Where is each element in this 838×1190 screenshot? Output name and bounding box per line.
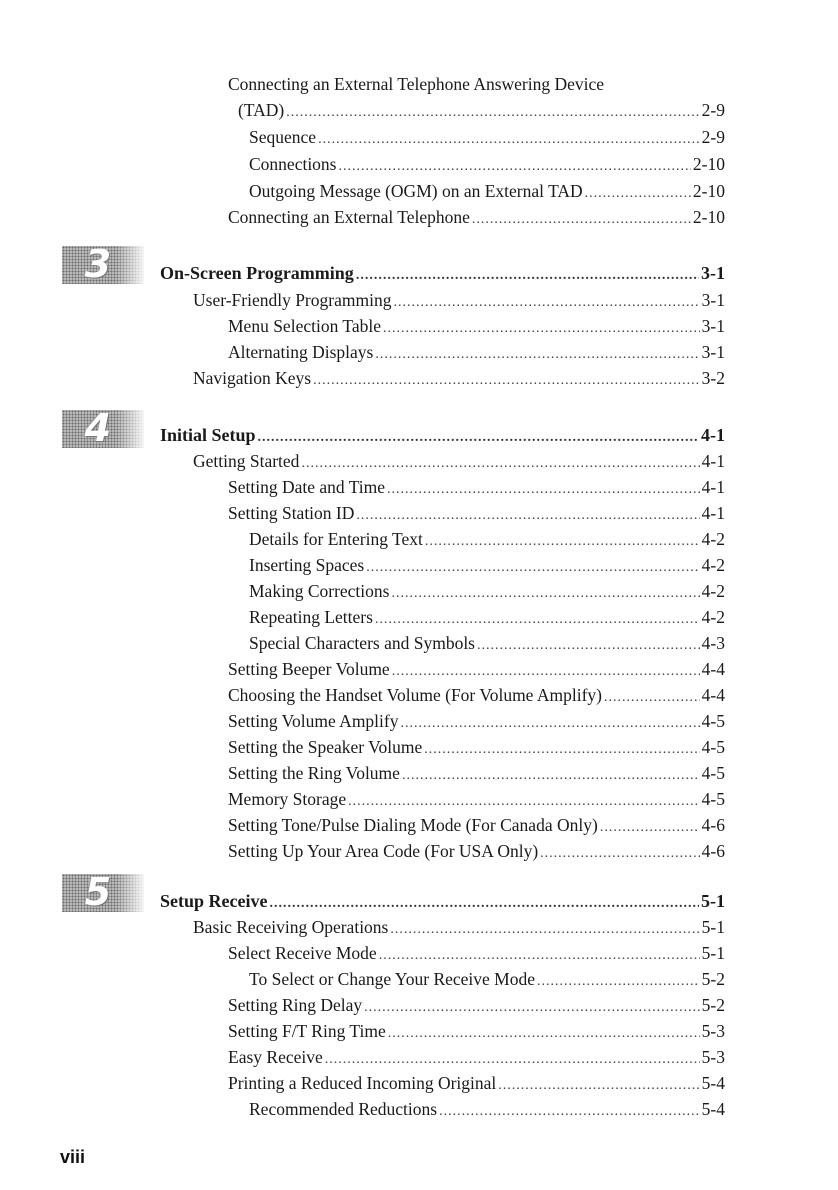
toc-label: Setting Beeper Volume xyxy=(228,659,390,679)
toc-dot-leader xyxy=(318,129,700,151)
toc-page-number: 4-6 xyxy=(701,815,725,835)
toc-chapter-5[interactable] xyxy=(160,890,725,915)
toc-label: Setting Station ID xyxy=(228,503,355,523)
toc-page-number: 4-5 xyxy=(701,789,725,809)
toc-page-number: 3-1 xyxy=(701,342,725,362)
toc-label: Setting Volume Amplify xyxy=(228,711,399,731)
toc-label: To Select or Change Your Receive Mode xyxy=(249,969,536,989)
toc-dot-leader xyxy=(379,945,700,967)
toc-dot-leader xyxy=(424,739,699,761)
toc-page-number: 4-2 xyxy=(701,607,725,627)
toc-dot-leader xyxy=(301,453,699,475)
toc-dot-leader xyxy=(390,919,699,941)
toc-dot-leader xyxy=(400,713,699,735)
toc-entry-beeper[interactable] xyxy=(228,658,725,683)
toc-page-number: 4-6 xyxy=(701,841,725,861)
toc-page-number: 2-9 xyxy=(701,100,725,120)
toc-dot-leader xyxy=(375,609,700,631)
toc-page-number: 5-1 xyxy=(701,943,725,963)
toc-dot-leader xyxy=(393,292,699,314)
toc-page-number: 5-1 xyxy=(701,917,725,937)
toc-dot-leader xyxy=(383,318,700,340)
toc-label: Setting Up Your Area Code (For USA Only) xyxy=(228,841,539,861)
toc-entry-menu-table[interactable] xyxy=(228,315,725,340)
toc-label: Setting the Ring Volume xyxy=(228,763,400,783)
toc-label: Setting Ring Delay xyxy=(228,995,363,1015)
toc-dot-leader xyxy=(537,971,700,993)
toc-dot-leader xyxy=(391,583,699,605)
chapter-3-icon: 3 xyxy=(62,246,144,284)
toc-page-number: 4-3 xyxy=(701,633,725,653)
toc-dot-leader xyxy=(387,479,700,501)
toc-dot-leader xyxy=(477,635,700,657)
toc-dot-leader xyxy=(313,370,700,392)
toc-page-number: 4-1 xyxy=(701,503,725,523)
toc-page-number: 3-1 xyxy=(701,290,725,310)
toc-label: Initial Setup xyxy=(160,425,256,445)
toc-entry-recommended[interactable] xyxy=(249,1098,725,1123)
toc-entry-change-mode[interactable] xyxy=(249,968,725,993)
toc-dot-leader xyxy=(439,1101,700,1123)
toc-entry-corrections[interactable] xyxy=(249,580,725,605)
toc-entry-reduced[interactable] xyxy=(228,1072,725,1097)
toc-label: Setup Receive xyxy=(160,891,268,911)
toc-label: Getting Started xyxy=(193,451,300,471)
toc-dot-leader xyxy=(339,156,691,178)
toc-entry-repeating[interactable] xyxy=(249,606,725,631)
toc-label: Setting Date and Time xyxy=(228,477,386,497)
toc-dot-leader xyxy=(604,687,700,709)
toc-entry-sequence[interactable] xyxy=(249,126,725,151)
toc-label: Setting the Speaker Volume xyxy=(228,737,423,757)
toc-entry-basic-receiving[interactable] xyxy=(193,916,725,941)
toc-page-number: 4-4 xyxy=(701,685,725,705)
toc-entry-tone-pulse[interactable] xyxy=(228,814,725,839)
toc-page-number: 4-1 xyxy=(701,451,725,471)
toc-label: (TAD) xyxy=(238,100,285,120)
toc-label: Choosing the Handset Volume (For Volume Amplify) xyxy=(228,685,602,705)
toc-label: Alternating Displays xyxy=(228,342,374,362)
toc-chapter-4[interactable] xyxy=(160,424,725,449)
toc-dot-leader xyxy=(364,997,700,1019)
toc-page-number: 4-5 xyxy=(701,763,725,783)
toc-dot-leader xyxy=(258,427,699,449)
toc-page-number: 5-4 xyxy=(701,1099,725,1119)
toc-page-number: 5-3 xyxy=(701,1047,725,1067)
toc-page-number: 4-2 xyxy=(701,581,725,601)
toc-label: User-Friendly Programming xyxy=(193,290,392,310)
toc-label: On-Screen Programming xyxy=(160,263,354,283)
toc-entry-station-id[interactable] xyxy=(228,502,725,527)
toc-label: Outgoing Message (OGM) on an External TAD xyxy=(249,181,583,201)
toc-dot-leader xyxy=(348,791,700,813)
toc-dot-leader xyxy=(540,843,700,865)
toc-page-number: 5-1 xyxy=(701,891,725,911)
toc-label: Special Characters and Symbols xyxy=(249,633,475,653)
toc-entry-connections[interactable] xyxy=(249,153,725,178)
toc-entry-tad-heading xyxy=(228,73,604,95)
toc-label: Connections xyxy=(249,154,337,174)
toc-entry-volume-amplify[interactable] xyxy=(228,710,725,735)
toc-page-number: 2-9 xyxy=(701,127,725,147)
toc-dot-leader xyxy=(325,1049,700,1071)
toc-label: Inserting Spaces xyxy=(249,555,365,575)
toc-entry-user-friendly[interactable] xyxy=(193,289,725,314)
toc-dot-leader xyxy=(286,102,699,124)
toc-label: Recommended Reductions xyxy=(249,1099,438,1119)
toc-dot-leader xyxy=(356,505,699,527)
toc-label: Making Corrections xyxy=(249,581,390,601)
toc-label: Sequence xyxy=(249,127,317,147)
toc-entry-speaker-volume[interactable] xyxy=(228,736,725,761)
toc-entry-area-code[interactable] xyxy=(228,840,725,865)
toc-label: Menu Selection Table xyxy=(228,316,381,336)
toc-entry-easy-receive[interactable] xyxy=(228,1046,725,1071)
toc-page-number: 2-10 xyxy=(692,154,725,174)
toc-label: Easy Receive xyxy=(228,1047,323,1067)
chapter-5-icon: 5 xyxy=(62,874,144,912)
toc-page-number: 5-3 xyxy=(701,1021,725,1041)
toc-entry-memory[interactable] xyxy=(228,788,725,813)
toc-page-number: 5-2 xyxy=(701,969,725,989)
toc-entry-ring-volume[interactable] xyxy=(228,762,725,787)
toc-page-number: 5-2 xyxy=(701,995,725,1015)
toc-dot-leader xyxy=(600,817,700,839)
toc-entry-ring-delay[interactable] xyxy=(228,994,725,1019)
toc-entry-handset-volume[interactable] xyxy=(228,684,725,709)
toc-page-number: 4-5 xyxy=(701,711,725,731)
toc-page-number: 2-10 xyxy=(692,181,725,201)
toc-label: Select Receive Mode xyxy=(228,943,377,963)
toc-dot-leader xyxy=(388,1023,700,1045)
toc-dot-leader xyxy=(366,557,699,579)
toc-dot-leader xyxy=(498,1075,699,1097)
toc-entry-alt-displays[interactable] xyxy=(228,341,725,366)
toc-page-number: 5-4 xyxy=(701,1073,725,1093)
toc-dot-leader xyxy=(402,765,700,787)
toc-label: Connecting an External Telephone xyxy=(228,207,470,227)
toc-chapter-3[interactable] xyxy=(160,262,725,287)
toc-label: Details for Entering Text xyxy=(249,529,423,549)
toc-label: Setting F/T Ring Time xyxy=(228,1021,386,1041)
toc-entry-nav-keys[interactable] xyxy=(193,367,725,392)
toc-dot-leader xyxy=(356,265,699,287)
toc-page-number: 4-1 xyxy=(701,477,725,497)
toc-entry-ft-ring[interactable] xyxy=(228,1020,725,1045)
toc-page-number: 3-1 xyxy=(701,263,725,283)
toc-entry-date-time[interactable] xyxy=(228,476,725,501)
toc-dot-leader xyxy=(375,344,699,366)
toc-dot-leader xyxy=(269,893,699,915)
page-number: viii xyxy=(60,1147,86,1167)
toc-page-number: 3-1 xyxy=(701,316,725,336)
toc-label: Setting Tone/Pulse Dialing Mode (For Canada Only) xyxy=(228,815,598,835)
toc-entry-entering-text[interactable] xyxy=(249,528,725,553)
toc-dot-leader xyxy=(392,661,700,683)
toc-page-number: 4-4 xyxy=(701,659,725,679)
toc-entry-select-mode[interactable] xyxy=(228,942,725,967)
toc-page-number: 3-2 xyxy=(701,368,725,388)
toc-label: Memory Storage xyxy=(228,789,347,809)
toc-page-number: 4-1 xyxy=(701,425,725,445)
toc-page-number: 4-2 xyxy=(701,529,725,549)
toc-page-number: 2-10 xyxy=(692,207,725,227)
toc-entry-ext-phone[interactable] xyxy=(228,206,725,231)
toc-label: Connecting an External Telephone Answering Device xyxy=(228,74,605,94)
toc-label: Printing a Reduced Incoming Original xyxy=(228,1073,497,1093)
toc-page-number: 4-2 xyxy=(701,555,725,575)
toc-entry-inserting-spaces[interactable] xyxy=(249,554,725,579)
toc-dot-leader xyxy=(472,209,691,231)
toc-label: Basic Receiving Operations xyxy=(193,917,389,937)
toc-entry-getting-started[interactable] xyxy=(193,450,725,475)
toc-entry-ogm[interactable] xyxy=(249,180,725,205)
toc-label: Navigation Keys xyxy=(193,368,312,388)
toc-entry-tad[interactable] xyxy=(238,99,725,124)
chapter-4-icon: 4 xyxy=(62,410,144,448)
toc-dot-leader xyxy=(585,183,691,205)
toc-page-number: 4-5 xyxy=(701,737,725,757)
toc-dot-leader xyxy=(425,531,700,553)
toc-label: Repeating Letters xyxy=(249,607,373,627)
toc-entry-special-chars[interactable] xyxy=(249,632,725,657)
